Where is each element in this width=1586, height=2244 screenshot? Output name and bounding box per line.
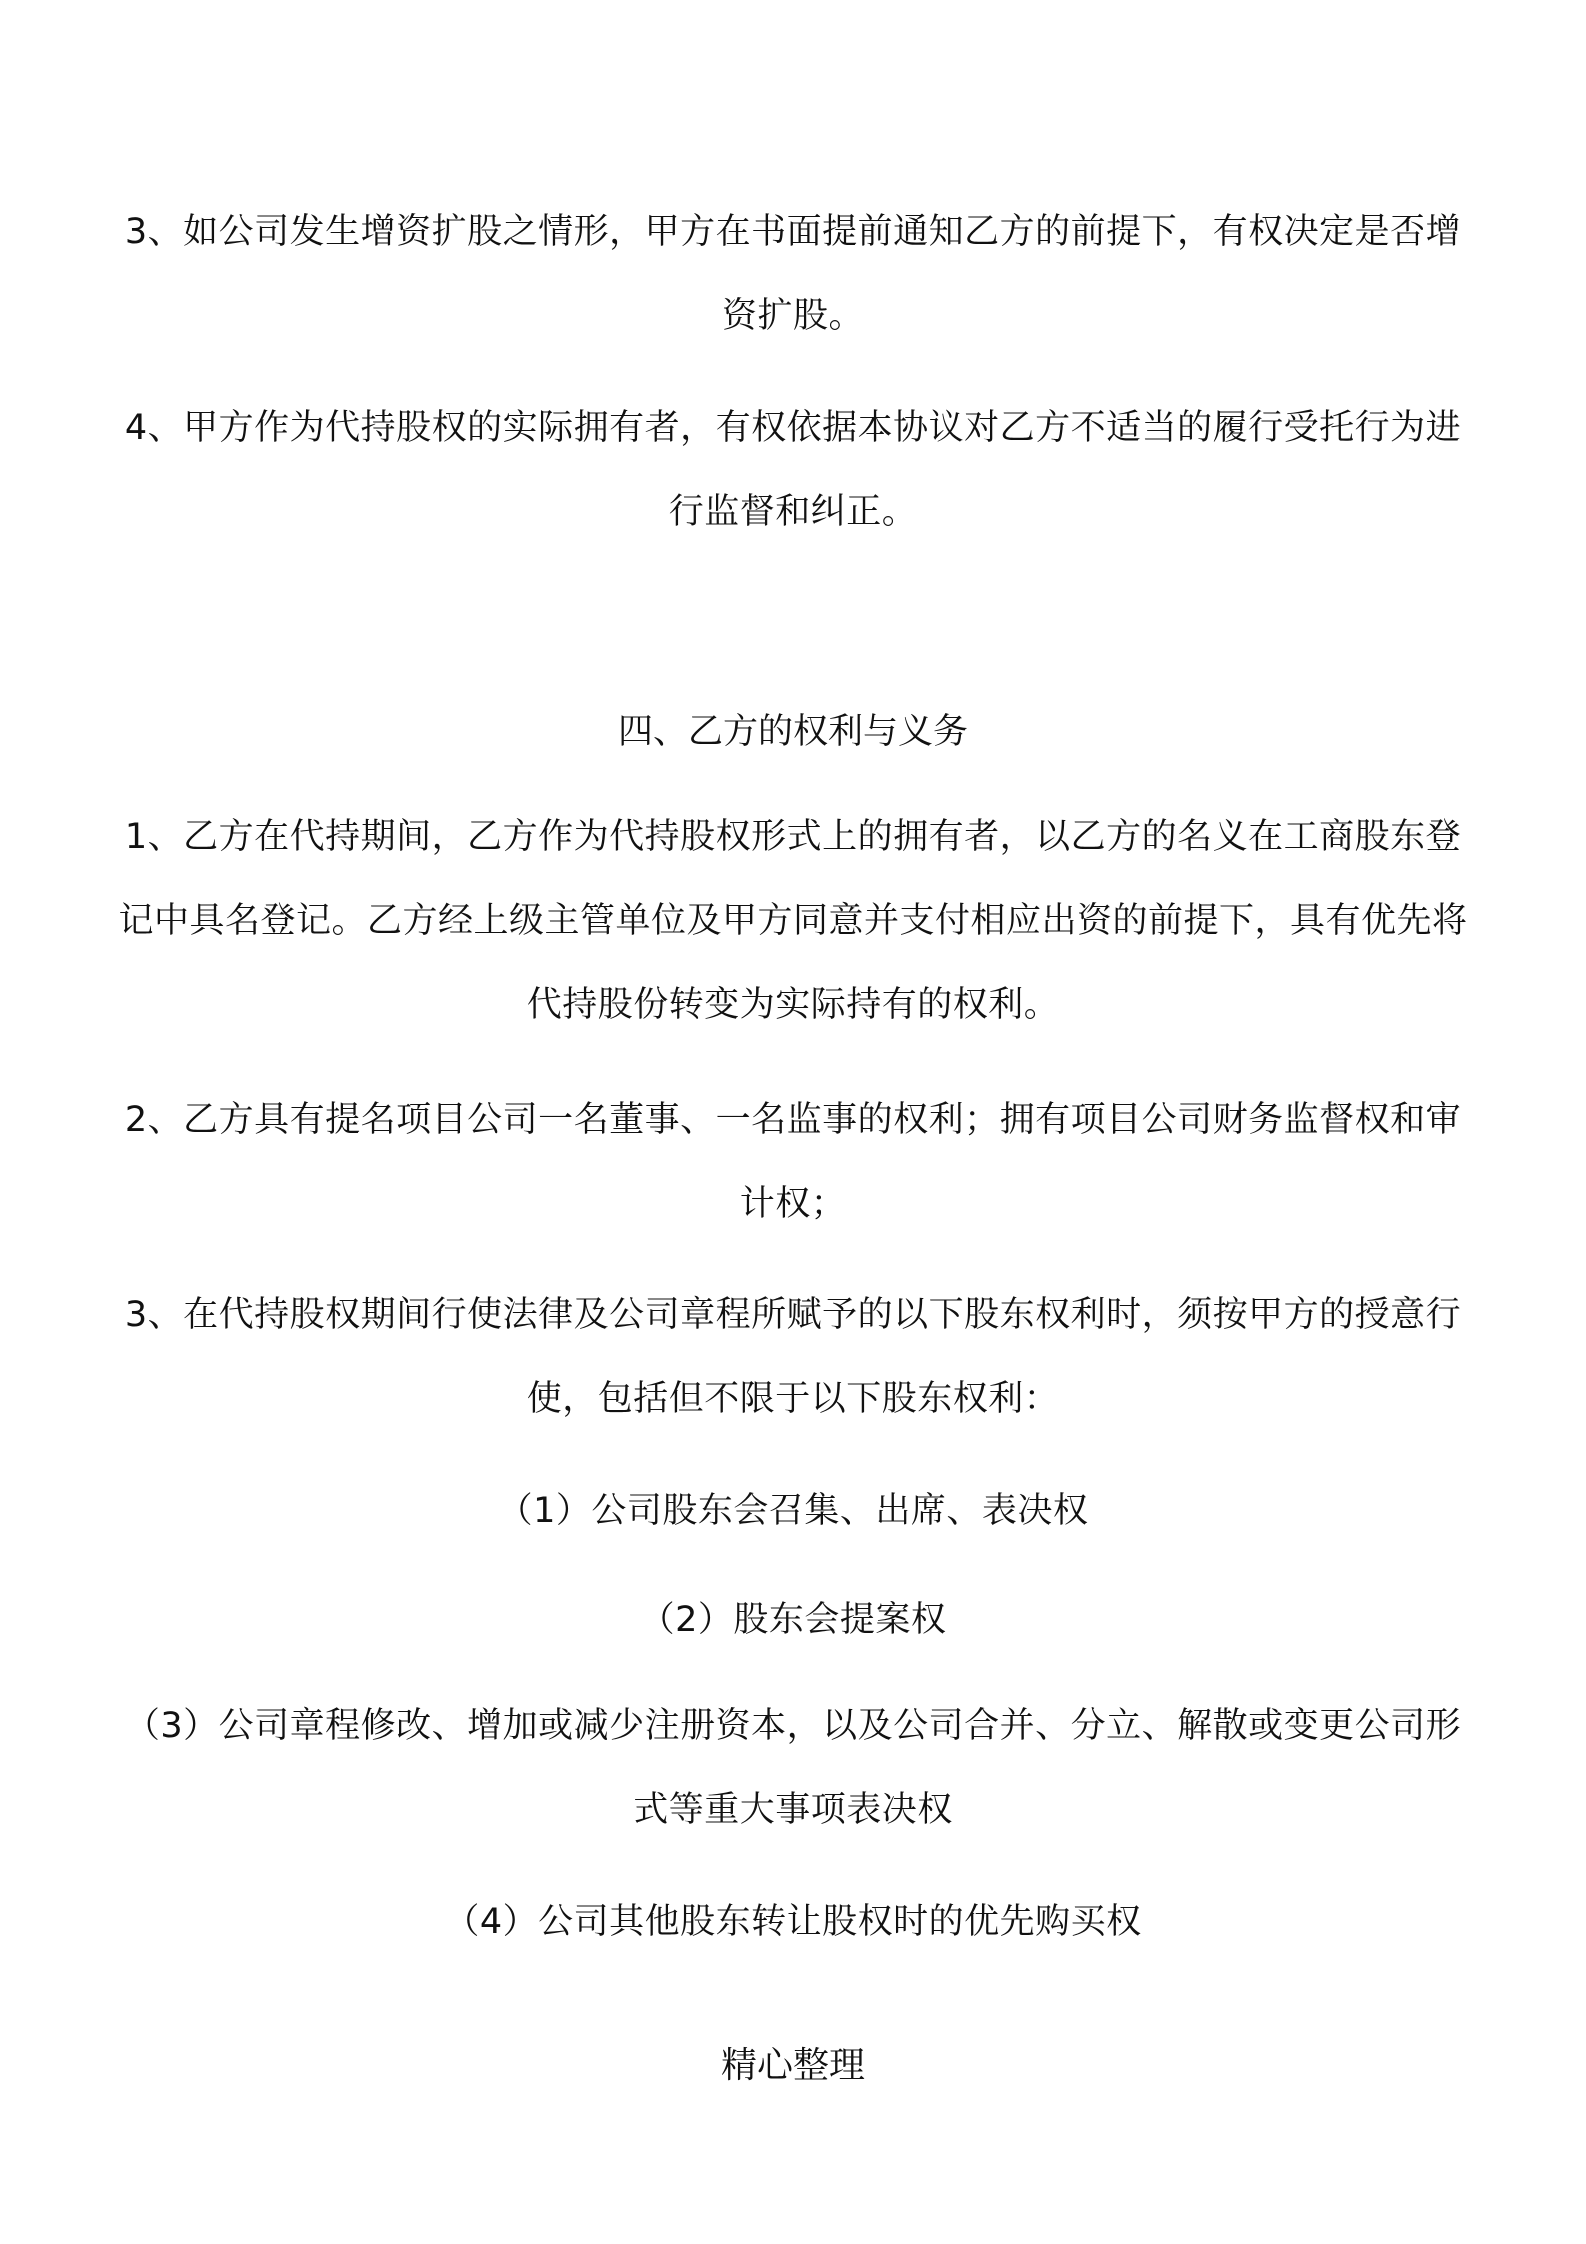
sub-item-1: （1）公司股东会召集、出席、表决权 — [497, 1491, 1089, 1531]
sub-item-4: （4）公司其他股东转让股权时的优先购买权 — [444, 1902, 1142, 1942]
section4-item-2: 2、乙方具有提名项目公司一名董事、一名监事的权利；拥有项目公司财务监督权和审计权； — [124, 1100, 1462, 1224]
section4-title: 四、乙方的权利与义务 — [617, 712, 968, 752]
section4-item-3: 3、在代持股权期间行使法律及公司章程所赋予的以下股东权利时，须按甲方的授意行使，包括但不限于以下股东权利： — [124, 1295, 1462, 1419]
sub-item-2: （2）股东会提案权 — [639, 1600, 947, 1640]
section3-item-4: 4、甲方作为代持股权的实际拥有者，有权依据本协议对乙方不适当的履行受托行为进行监督和纠正。 — [124, 408, 1462, 532]
section3-item-3: 3、如公司发生增资扩股之情形，甲方在书面提前通知乙方的前提下，有权决定是否增资扩股。 — [124, 212, 1462, 336]
section4-item-1: 1、乙方在代持期间，乙方作为代持股权形式上的拥有者，以乙方的名义在工商股东登记中具名登记。乙方经上级主管单位及甲方同意并支付相应出资的前提下，具有优先将代持股份转变为实际持有的权利。 — [118, 817, 1468, 1025]
page-footer: 精心整理 — [720, 2045, 865, 2086]
sub-item-3: （3）公司章程修改、增加或减少注册资本，以及公司合并、分立、解散或变更公司形式等重大事项表决权 — [124, 1706, 1462, 1830]
